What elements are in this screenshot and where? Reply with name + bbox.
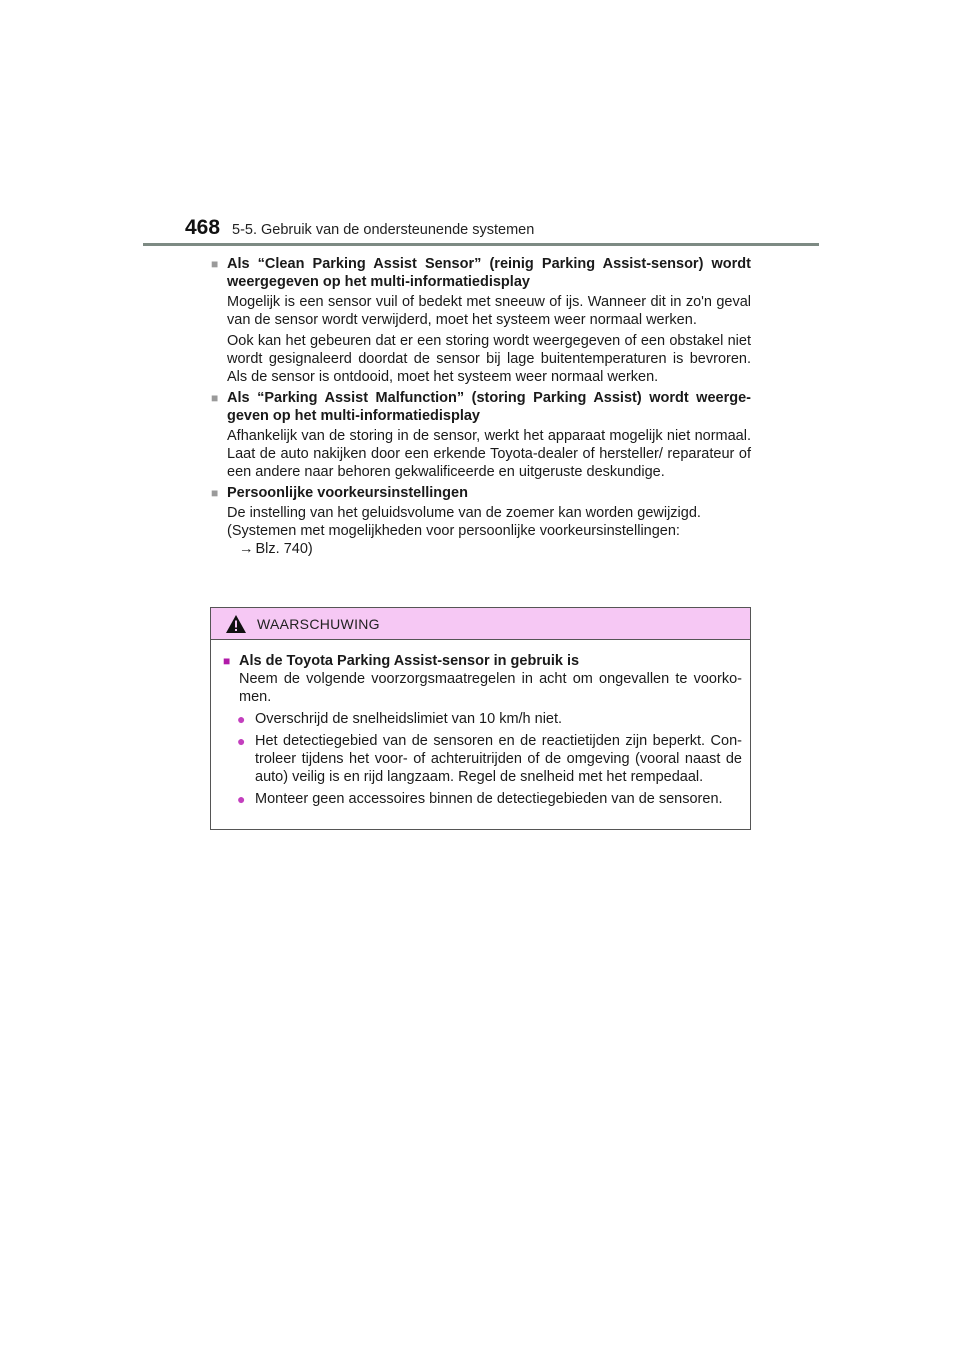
warning-box xyxy=(210,607,751,830)
section-heading: ■ Als “Parking Assist Malfunction” (storing Parking Assist) wordt weergegeven op het multi-informatiedisplay xyxy=(211,390,751,424)
warning-intro: Neem de volgende voorzorgsmaatregelen in acht om ongevallen te voorkomen. xyxy=(239,671,742,705)
page-reference[interactable] xyxy=(227,540,751,558)
paragraph: Mogelijk is een sensor vuil of bedekt met sneeuw of ijs. Wanneer dit in zo'n geval van de sensor wordt verwijderd, moet het systeem weer normaal werken. xyxy=(227,294,751,328)
section-clean-sensor xyxy=(211,255,751,386)
list-item: ● Overschrijd de snelheidslimiet van 10 km/h niet. xyxy=(237,711,563,727)
arrow-right-icon: → xyxy=(239,541,254,557)
header-rule xyxy=(143,243,819,246)
warning-heading: ■ Als de Toyota Parking Assist-sensor in gebruik is xyxy=(223,653,580,669)
paragraph: De instelling van het geluidsvolume van de zoemer kan worden gewijzigd. xyxy=(227,505,701,521)
paragraph: (Systemen met mogelijkheden voor persoonlijke voorkeursinstellingen: xyxy=(227,523,680,539)
main-content xyxy=(211,252,751,561)
square-bullet-icon: ■ xyxy=(211,391,219,405)
square-bullet-icon: ■ xyxy=(211,257,219,271)
paragraph: Afhankelijk van de storing in de sensor, werkt het apparaat mogelijk niet normaal. Laat de auto nakijken door een erkende Toyota-dealer of hersteller/ reparateur of een andere naar behoren gekwalificeerde en uitgeruste deskundige. xyxy=(227,428,751,480)
square-bullet-icon: ■ xyxy=(223,654,231,668)
section-heading: ■ Persoonlijke voorkeursinstellingen xyxy=(211,485,468,501)
reference-link[interactable]: Blz. 740) xyxy=(255,541,313,557)
paragraph: Ook kan het gebeuren dat er een storing wordt weergegeven of een obstakel niet wordt gesignaleerd doordat de sensor bij lage buitentemperaturen is bevroren. Als de sensor is ontdooid, moet het systeem weer normaal werken. xyxy=(227,333,751,385)
warning-triangle-icon xyxy=(225,614,247,634)
page-header xyxy=(0,0,960,250)
section-heading: ■ Als “Clean Parking Assist Sensor” (reinig Parking Assist-sensor) wordt weergegeven op het multi-informatiedisplay xyxy=(211,256,751,290)
circle-bullet-icon: ● xyxy=(237,733,246,749)
square-bullet-icon: ■ xyxy=(211,486,219,500)
warning-title: WAARSCHUWING xyxy=(257,615,380,632)
section-malfunction xyxy=(211,389,751,481)
circle-bullet-icon: ● xyxy=(237,711,246,727)
section-title: 5-5. Gebruik van de ondersteunende systemen xyxy=(232,222,535,238)
warning-header xyxy=(211,608,750,640)
section-customization xyxy=(211,484,751,558)
page-number: 468 xyxy=(185,216,221,239)
circle-bullet-icon: ● xyxy=(237,791,246,807)
list-item: ● Het detectiegebied van de sensoren en de reactietijden zijn beperkt. Controleer tijdens het voor- of achteruitrijden of de omgeving (vooral naast de auto) veilig is en rijd langzaam. Regel de snelheid met het rempedaal. xyxy=(237,733,742,785)
warning-body xyxy=(211,640,750,808)
list-item: ● Monteer geen accessoires binnen de detectiegebieden van de sensoren. xyxy=(237,791,723,807)
